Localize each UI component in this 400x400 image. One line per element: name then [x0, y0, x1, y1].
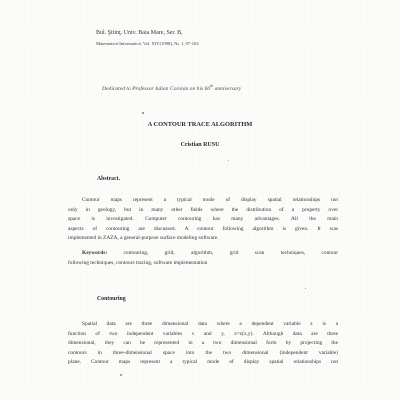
paper-title: A CONTOUR TRACE ALGORITHM: [147, 121, 253, 128]
contouring-line: Spatial data are three dimensional data where a dependent variable z is a: [82, 321, 338, 327]
journal-citation-line2: Matematică-Informatică, Vol. XIV(1998), Nr. 1, 97-102: [96, 41, 199, 46]
scan-speck: [305, 288, 306, 289]
abstract-line: implemented in ZAZA, a general-purpose surface modeling software.: [68, 235, 219, 242]
dedication: [102, 84, 241, 92]
scan-speck: [120, 374, 122, 376]
contouring-line: dimensional, they can be represented in a two dimensional form by projecting the: [68, 340, 338, 347]
contouring-line: function of two independent variables x and y, z=z(x,y). Although data are three: [68, 330, 338, 337]
abstract-line: only in geology, but in many other fields where the distribution of a property over: [68, 206, 338, 213]
paper-author: Cristian RUSU: [180, 142, 220, 148]
keywords-label: Keywords:: [82, 250, 108, 256]
scan-speck: [142, 112, 144, 114]
keywords-line: [68, 249, 338, 259]
abstract-line: aspects of contouring are discussed. A contour following algorithm is given. It was: [68, 225, 338, 232]
contouring-line: contours in three-dimensional space into the two dimensional (independent variable): [68, 349, 338, 356]
contouring-body: [68, 320, 338, 368]
keywords-line: following techniques, contours tracing, software implementation: [68, 259, 208, 266]
keywords-text: contouring, grid, algorithm, grid scan techniques, contour: [107, 250, 338, 256]
dedication-text: Dedicated to Professor Iulian Coroian on his 60: [102, 85, 211, 92]
dedication-suffix: anniversary: [213, 85, 242, 92]
scan-speck: [228, 160, 229, 161]
journal-citation-line1: Bul. Ştiinţ. Univ. Baia Mare, Ser. B,: [96, 30, 183, 36]
abstract-line: Contour maps represent a typical mode of display spatial relationships not: [82, 197, 338, 203]
contouring-line: plane. Contour maps represent a typical mode of display spatial relationships not: [68, 359, 338, 366]
abstract-heading: Abstract.: [97, 176, 121, 182]
keywords-block: [68, 249, 338, 268]
abstract-body: [68, 196, 338, 244]
dedication-superscript: th: [210, 84, 214, 88]
abstract-line: space is investigated. Computer contouring has many advantages. All the main: [68, 216, 338, 223]
contouring-heading: Contouring: [97, 296, 126, 302]
